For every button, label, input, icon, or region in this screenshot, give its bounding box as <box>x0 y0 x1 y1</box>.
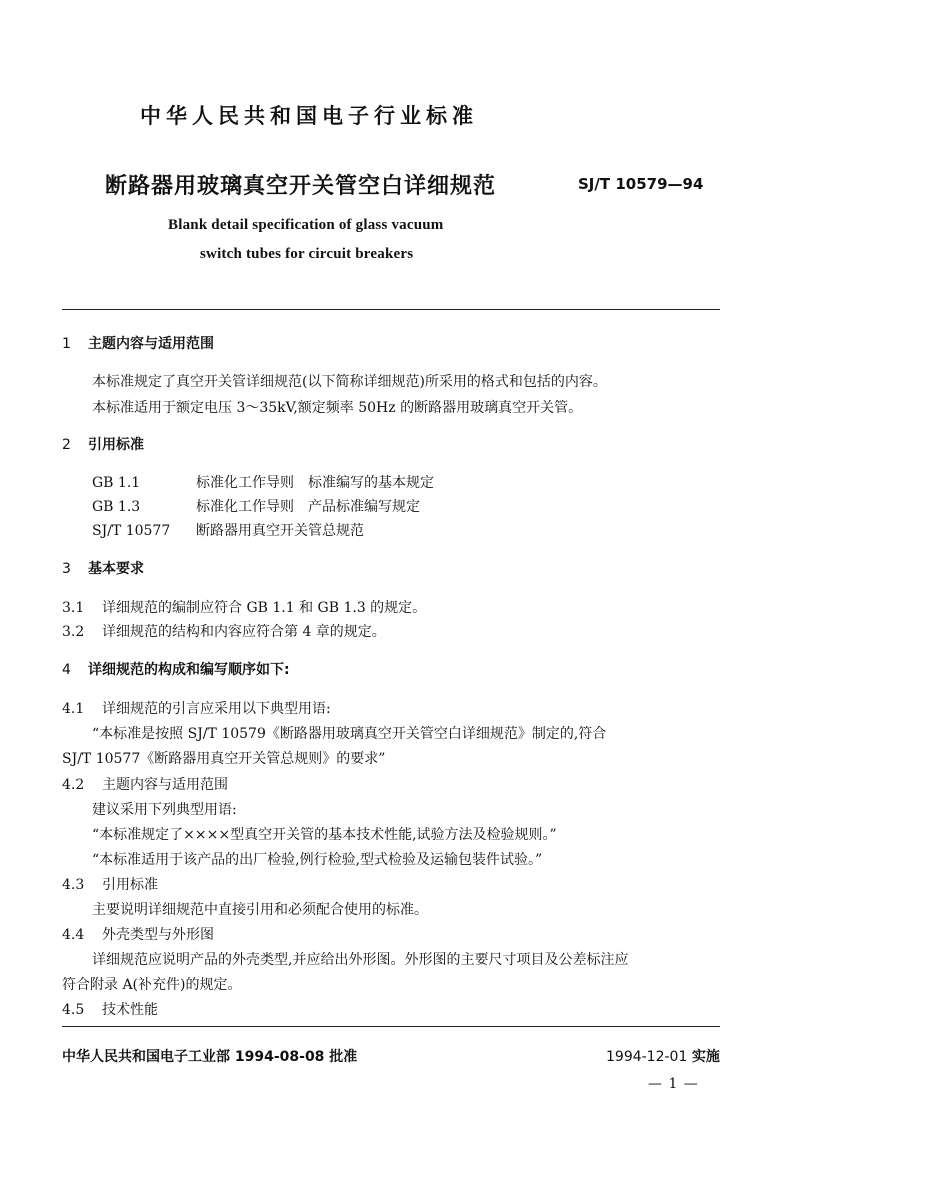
reference-item <box>92 472 434 492</box>
section-1-paragraph-1: 本标准规定了真空开关管详细规范(以下简称详细规范)所采用的格式和包括的内容。 <box>92 374 607 390</box>
clause-number: 4.3 <box>62 877 85 893</box>
clause-4-5 <box>62 999 158 1019</box>
document-title-cn: 断路器用玻璃真空开关管空白详细规范 <box>105 174 497 199</box>
section-2-heading <box>62 434 144 454</box>
clause-number: 4.4 <box>62 927 85 943</box>
reference-title: 标准化工作导则 产品标准编写规定 <box>196 499 420 515</box>
effective-note <box>606 1046 720 1066</box>
clause-number: 3.2 <box>62 624 85 640</box>
clause-3-1 <box>62 597 426 617</box>
clause-title: 详细规范的引言应采用以下典型用语: <box>102 701 331 717</box>
clause-4-1-quote-line-2: SJ/T 10577《断路器用真空开关管总规则》的要求” <box>62 751 386 767</box>
clause-number: 4.1 <box>62 701 85 717</box>
reference-item <box>92 520 364 540</box>
clause-4-1 <box>62 698 331 718</box>
clause-4-2-line-2: “本标准规定了××××型真空开关管的基本技术性能,试验方法及检验规则。” <box>92 827 557 843</box>
section-number: 3 <box>62 561 71 577</box>
effective-date: 1994-12-01 <box>606 1049 688 1065</box>
clause-4-3 <box>62 874 158 894</box>
section-1-heading <box>62 333 214 353</box>
header-divider <box>62 309 720 310</box>
clause-number: 4.2 <box>62 777 85 793</box>
footer-divider <box>62 1026 720 1027</box>
clause-4-4 <box>62 924 214 944</box>
section-title: 基本要求 <box>88 561 144 577</box>
reference-item <box>92 496 420 516</box>
clause-4-4-line-2: 符合附录 A(补充件)的规定。 <box>62 977 242 993</box>
clause-title: 主题内容与适用范围 <box>102 777 228 793</box>
section-title: 详细规范的构成和编写顺序如下: <box>88 662 290 678</box>
clause-4-1-quote-line-1: “本标准是按照 SJ/T 10579《断路器用玻璃真空开关管空白详细规范》制定的,符合 <box>92 726 607 742</box>
clause-4-3-line-1: 主要说明详细规范中直接引用和必须配合使用的标准。 <box>92 902 428 918</box>
section-title: 主题内容与适用范围 <box>88 336 214 352</box>
section-title: 引用标准 <box>88 437 144 453</box>
section-3-heading <box>62 558 144 578</box>
page-number: — 1 — <box>648 1076 699 1092</box>
standard-category: 中华人民共和国电子行业标准 <box>140 104 478 128</box>
document-title-en-line2: switch tubes for circuit breakers <box>200 246 414 262</box>
clause-text: 详细规范的结构和内容应符合第 4 章的规定。 <box>102 624 386 640</box>
clause-number: 3.1 <box>62 600 85 616</box>
reference-code: GB 1.1 <box>92 475 141 491</box>
effective-label: 实施 <box>691 1049 720 1065</box>
section-4-heading <box>62 659 290 679</box>
clause-3-2 <box>62 621 386 641</box>
reference-code: SJ/T 10577 <box>92 523 171 539</box>
clause-4-2-line-3: “本标准适用于该产品的出厂检验,例行检验,型式检验及运输包装件试验。” <box>92 852 543 868</box>
clause-text: 详细规范的编制应符合 GB 1.1 和 GB 1.3 的规定。 <box>102 600 427 616</box>
reference-code: GB 1.3 <box>92 499 141 515</box>
clause-title: 技术性能 <box>102 1002 158 1018</box>
section-1-paragraph-2: 本标准适用于额定电压 3～35kV,额定频率 50Hz 的断路器用玻璃真空开关管。 <box>92 400 583 416</box>
clause-4-2 <box>62 774 228 794</box>
section-number: 4 <box>62 662 71 678</box>
clause-4-4-line-1: 详细规范应说明产品的外壳类型,并应给出外形图。外形图的主要尺寸项目及公差标注应 <box>92 952 629 968</box>
clause-title: 外壳类型与外形图 <box>102 927 214 943</box>
clause-number: 4.5 <box>62 1002 85 1018</box>
section-number: 1 <box>62 336 71 352</box>
section-number: 2 <box>62 437 71 453</box>
clause-4-2-line-1: 建议采用下列典型用语: <box>92 802 237 818</box>
document-title-en-line1: Blank detail specification of glass vacuum <box>168 217 444 233</box>
approval-note: 中华人民共和国电子工业部 1994-08-08 批准 <box>62 1049 358 1065</box>
clause-title: 引用标准 <box>102 877 158 893</box>
standard-number: SJ/T 10579—94 <box>578 175 704 193</box>
reference-title: 标准化工作导则 标准编写的基本规定 <box>196 475 434 491</box>
reference-title: 断路器用真空开关管总规范 <box>196 523 364 539</box>
